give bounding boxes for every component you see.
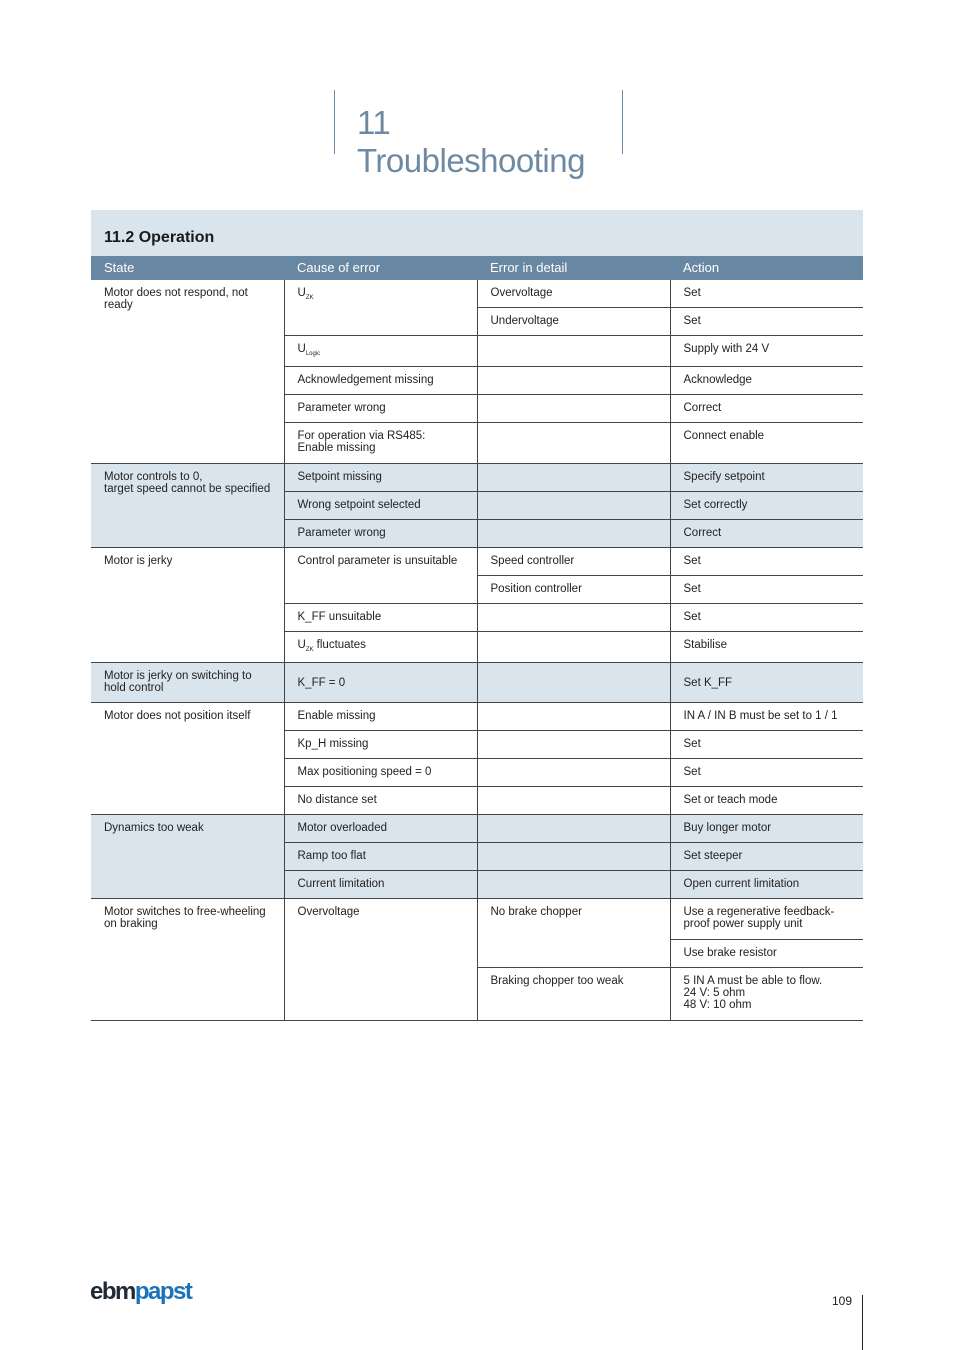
action-cell: Set <box>670 308 863 336</box>
action-cell: Correct <box>670 395 863 423</box>
detail-cell <box>477 464 670 492</box>
action-cell: Set <box>670 576 863 604</box>
action-cell: Set or teach mode <box>670 787 863 815</box>
detail-cell <box>477 395 670 423</box>
cause-cell: K_FF unsuitable <box>284 604 477 632</box>
detail-cell <box>477 843 670 871</box>
page-number: 109 <box>832 1294 853 1308</box>
page-number-rule <box>862 1295 863 1350</box>
detail-cell <box>477 336 670 367</box>
table-header-row <box>91 256 863 280</box>
cause-cell: Parameter wrong <box>284 395 477 423</box>
action-cell: Set <box>670 604 863 632</box>
detail-cell <box>477 815 670 843</box>
cause-cell: Overvoltage <box>284 899 477 1021</box>
cause-cell: Setpoint missing <box>284 464 477 492</box>
detail-cell <box>477 731 670 759</box>
action-cell: Buy longer motor <box>670 815 863 843</box>
action-cell: Set <box>670 280 863 308</box>
state-cell: Motor is jerky on switching to hold control <box>91 663 284 703</box>
chapter-title-frame <box>334 90 623 179</box>
column-header-detail: Error in detail <box>477 256 670 280</box>
state-cell: Dynamics too weak <box>91 815 284 899</box>
action-cell: Set correctly <box>670 492 863 520</box>
table-row <box>91 703 863 731</box>
detail-cell <box>477 663 670 703</box>
state-cell: Motor is jerky <box>91 548 284 663</box>
cause-cell: Max positioning speed = 0 <box>284 759 477 787</box>
action-cell: 5 IN A must be able to flow. 24 V: 5 ohm 48 V: 10 ohm <box>670 968 863 1021</box>
detail-cell <box>477 787 670 815</box>
cause-cell: Control parameter is unsuitable <box>284 548 477 604</box>
action-cell: Set steeper <box>670 843 863 871</box>
detail-cell <box>477 759 670 787</box>
detail-cell: Speed controller <box>477 548 670 576</box>
cause-cell: Motor overloaded <box>284 815 477 843</box>
action-cell: Set <box>670 731 863 759</box>
action-cell: Use a regenerative feedback-proof power supply unit <box>670 899 863 940</box>
action-cell: Supply with 24 V <box>670 336 863 367</box>
detail-cell: Braking chopper too weak <box>477 968 670 1021</box>
table-row <box>91 663 863 703</box>
table-row <box>91 548 863 576</box>
detail-cell <box>477 604 670 632</box>
table-row <box>91 280 863 308</box>
detail-cell <box>477 423 670 464</box>
cause-cell: Enable missing <box>284 703 477 731</box>
column-header-state: State <box>91 256 284 280</box>
cause-cell: $U_{Logic}$ <box>284 336 477 367</box>
detail-cell <box>477 871 670 899</box>
action-cell: IN A / IN B must be set to 1 / 1 <box>670 703 863 731</box>
detail-cell: Undervoltage <box>477 308 670 336</box>
chapter-title: 11 Troubleshooting <box>357 104 585 179</box>
cause-cell: Parameter wrong <box>284 520 477 548</box>
cause-cell: Current limitation <box>284 871 477 899</box>
cause-cell: Ramp too flat <box>284 843 477 871</box>
action-cell: Specify setpoint <box>670 464 863 492</box>
state-cell: Motor does not respond, not ready <box>91 280 284 464</box>
detail-cell <box>477 520 670 548</box>
action-cell: Set <box>670 759 863 787</box>
cause-cell: $U_{ZK}$ fluctuates <box>284 632 477 663</box>
detail-cell <box>477 367 670 395</box>
section-title: 11.2 Operation <box>104 229 215 246</box>
detail-cell: No brake chopper <box>477 899 670 968</box>
detail-cell: Overvoltage <box>477 280 670 308</box>
detail-cell <box>477 632 670 663</box>
detail-cell: Position controller <box>477 576 670 604</box>
column-header-action: Action <box>670 256 863 280</box>
cause-cell: Wrong setpoint selected <box>284 492 477 520</box>
cause-cell: No distance set <box>284 787 477 815</box>
action-cell: Use brake resistor <box>670 940 863 968</box>
state-cell: Motor controls to 0, target speed cannot be specified <box>91 464 284 548</box>
action-cell: Stabilise <box>670 632 863 663</box>
table-row <box>91 899 863 940</box>
detail-cell <box>477 492 670 520</box>
cause-cell: K_FF = 0 <box>284 663 477 703</box>
cause-cell: Acknowledgement missing <box>284 367 477 395</box>
column-header-cause: Cause of error <box>284 256 477 280</box>
cause-cell: For operation via RS485: Enable missing <box>284 423 477 464</box>
action-cell: Set <box>670 548 863 576</box>
table-row <box>91 464 863 492</box>
state-cell: Motor does not position itself <box>91 703 284 815</box>
cause-cell: Kp_H missing <box>284 731 477 759</box>
action-cell: Acknowledge <box>670 367 863 395</box>
action-cell: Connect enable <box>670 423 863 464</box>
troubleshooting-table <box>91 256 863 1021</box>
ebmpapst-logo: ebmpapst <box>90 1278 192 1305</box>
table-row <box>91 815 863 843</box>
action-cell: Correct <box>670 520 863 548</box>
section-header <box>91 210 863 256</box>
detail-cell <box>477 703 670 731</box>
action-cell: Open current limitation <box>670 871 863 899</box>
cause-cell: $U_{ZK}$ <box>284 280 477 336</box>
action-cell: Set K_FF <box>670 663 863 703</box>
state-cell: Motor switches to free-wheeling on braking <box>91 899 284 1021</box>
